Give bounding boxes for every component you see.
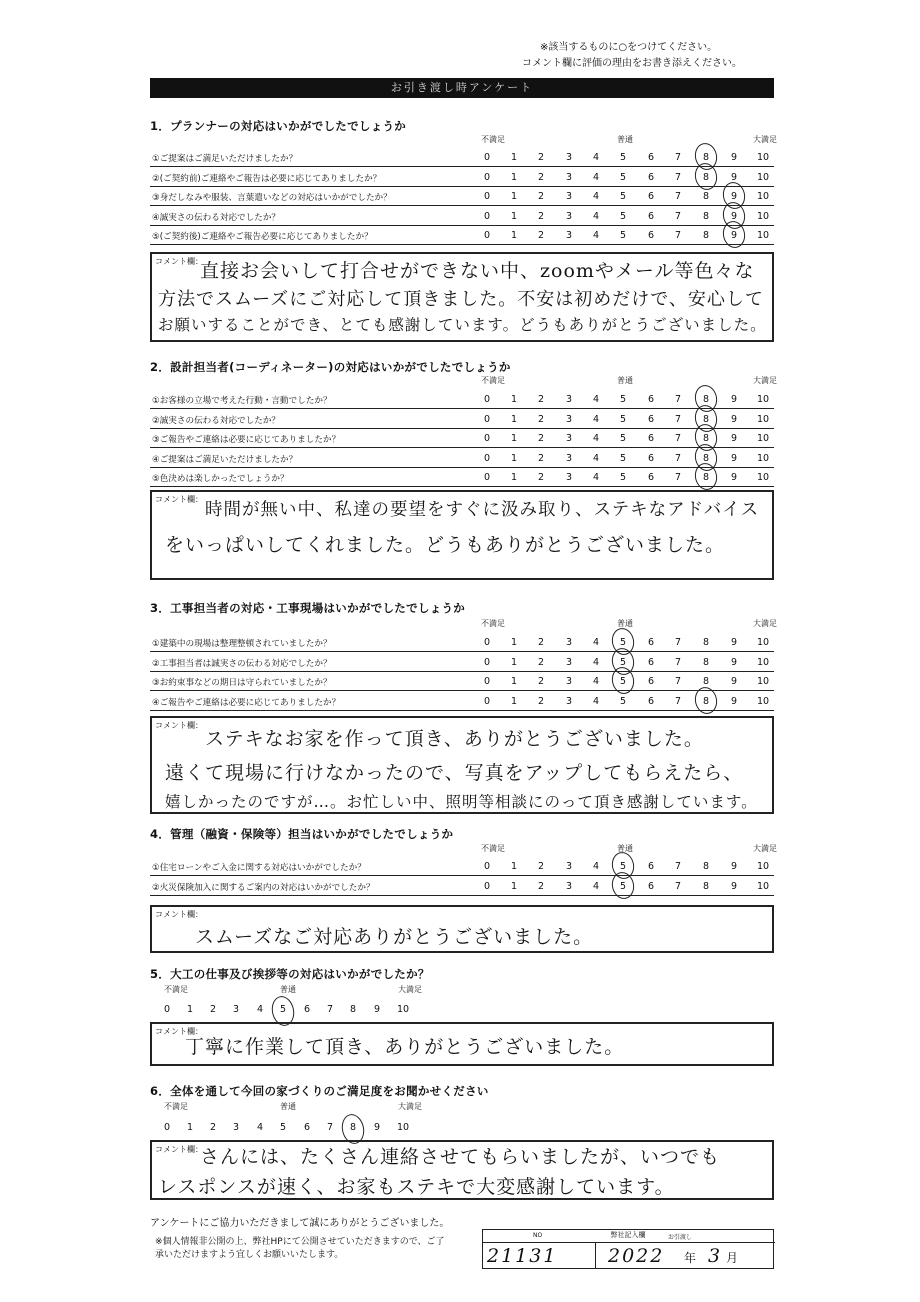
rating-option-4[interactable]: 4 xyxy=(592,637,600,648)
rating-option-8[interactable]: 8 xyxy=(702,394,710,405)
question-row xyxy=(150,672,774,691)
rating-option-7[interactable]: 7 xyxy=(674,452,682,464)
rating-option-2[interactable]: 2 xyxy=(537,433,545,445)
rating-option-2[interactable]: 2 xyxy=(537,861,545,872)
rating-option-6[interactable]: 6 xyxy=(647,433,655,445)
question-row xyxy=(150,187,774,206)
rating-option-3[interactable]: 3 xyxy=(565,676,573,688)
rating-option-5[interactable]: 5 xyxy=(619,413,627,425)
question-text: ④ご報告やご連絡は必要に応じてありましたか？ xyxy=(152,697,341,708)
rating-option-2[interactable]: 2 xyxy=(537,152,545,163)
office-no-value: 21131 xyxy=(487,1245,558,1267)
rating-option-5[interactable]: 5 xyxy=(279,1004,287,1015)
rating-option-1[interactable]: 1 xyxy=(510,452,518,464)
rating-option-9[interactable]: 9 xyxy=(730,637,738,648)
rating-option-6[interactable]: 6 xyxy=(647,394,655,405)
rating-option-8[interactable]: 8 xyxy=(702,452,710,464)
question-row xyxy=(150,653,774,672)
scale-label-high: 大満足 xyxy=(753,619,777,628)
office-use-header: 弊社記入欄 xyxy=(610,1231,646,1239)
rating-option-8[interactable]: 8 xyxy=(349,1004,357,1015)
scale-label-mid: 普通 xyxy=(617,135,633,144)
rating-option-9[interactable]: 9 xyxy=(730,230,738,242)
question-text: ①お客様の立場で考えた行動・言動でしたか？ xyxy=(152,396,332,406)
rating-option-2[interactable]: 2 xyxy=(537,695,545,707)
rating-option-0[interactable]: 0 xyxy=(483,413,491,425)
question-text: ⑤色決めは楽しかったでしょうか？ xyxy=(152,474,289,485)
rating-option-8[interactable]: 8 xyxy=(702,433,710,445)
rating-option-7[interactable]: 7 xyxy=(674,152,682,163)
rating-option-7[interactable]: 7 xyxy=(674,433,682,445)
question-text: ①住宅ローンやご入金に関する対応はいかがでしたか？ xyxy=(152,863,366,873)
rating-option-4[interactable]: 4 xyxy=(592,656,600,668)
rating-option-9[interactable]: 9 xyxy=(730,191,738,203)
rating-option-10[interactable]: 10 xyxy=(756,171,770,183)
rating-option-0[interactable]: 0 xyxy=(483,452,491,464)
rating-option-8[interactable]: 8 xyxy=(702,695,710,707)
rating-option-9[interactable]: 9 xyxy=(373,1122,381,1133)
rating-option-9[interactable]: 9 xyxy=(730,695,738,707)
rating-option-4[interactable]: 4 xyxy=(592,230,600,242)
rating-option-5[interactable]: 5 xyxy=(619,394,627,405)
rating-option-6[interactable]: 6 xyxy=(647,880,655,892)
rating-option-4[interactable]: 4 xyxy=(592,413,600,425)
rating-option-7[interactable]: 7 xyxy=(674,880,682,892)
rating-option-10[interactable]: 10 xyxy=(756,230,770,242)
rating-option-10[interactable]: 10 xyxy=(756,452,770,464)
comment-label: コメント欄： xyxy=(155,721,203,730)
rating-option-5[interactable]: 5 xyxy=(619,171,627,183)
rating-option-6[interactable]: 6 xyxy=(647,656,655,668)
rating-option-9[interactable]: 9 xyxy=(730,413,738,425)
rating-option-1[interactable]: 1 xyxy=(186,1004,194,1015)
question-row xyxy=(150,468,774,487)
rating-option-3[interactable]: 3 xyxy=(232,1122,240,1133)
rating-option-6[interactable]: 6 xyxy=(647,472,655,484)
rating-option-5[interactable]: 5 xyxy=(619,472,627,484)
rating-option-10[interactable]: 10 xyxy=(756,637,770,648)
rating-option-8[interactable]: 8 xyxy=(702,230,710,242)
rating-option-10[interactable]: 10 xyxy=(756,861,770,872)
scale-label-mid: 普通 xyxy=(280,1102,296,1111)
rating-option-9[interactable]: 9 xyxy=(730,152,738,163)
scale-label-mid: 普通 xyxy=(617,376,633,385)
rating-option-5[interactable]: 5 xyxy=(619,637,627,648)
rating-option-7[interactable]: 7 xyxy=(674,210,682,222)
rating-option-3[interactable]: 3 xyxy=(565,637,573,648)
rating-option-1[interactable]: 1 xyxy=(510,210,518,222)
section-title: 2．設計担当者(コーディネーター)の対応はいかがでしたでしょうか xyxy=(150,360,511,374)
rating-option-7[interactable]: 7 xyxy=(674,472,682,484)
rating-option-3[interactable]: 3 xyxy=(565,472,573,484)
rating-option-7[interactable]: 7 xyxy=(674,637,682,648)
rating-option-4[interactable]: 4 xyxy=(256,1004,264,1015)
rating-option-9[interactable]: 9 xyxy=(730,452,738,464)
rating-option-1[interactable]: 1 xyxy=(510,880,518,892)
rating-option-10[interactable]: 10 xyxy=(756,880,770,892)
rating-option-0[interactable]: 0 xyxy=(483,676,491,688)
rating-option-7[interactable]: 7 xyxy=(326,1004,334,1015)
rating-option-5[interactable]: 5 xyxy=(619,676,627,688)
rating-option-4[interactable]: 4 xyxy=(592,433,600,445)
rating-option-8[interactable]: 8 xyxy=(702,880,710,892)
rating-option-0[interactable]: 0 xyxy=(483,191,491,203)
rating-option-0[interactable]: 0 xyxy=(483,695,491,707)
question-row xyxy=(150,857,774,876)
instruction-note-2: コメント欄に評価の理由をお書き添えください。 xyxy=(522,58,742,69)
rating-option-8[interactable]: 8 xyxy=(702,152,710,163)
question-text: ③お約束事などの期日は守られていましたか？ xyxy=(152,678,332,689)
rating-option-1[interactable]: 1 xyxy=(510,637,518,648)
rating-option-10[interactable]: 10 xyxy=(756,152,770,163)
rating-option-6[interactable]: 6 xyxy=(647,676,655,688)
comment-label: コメント欄： xyxy=(155,1145,203,1154)
office-date-label: お引渡し xyxy=(668,1234,693,1241)
rating-option-8[interactable]: 8 xyxy=(702,413,710,425)
question-text: ②工事担当者は誠実さの伝わる対応でしたか？ xyxy=(152,658,332,669)
section-title: 6．全体を通して今回の家づくりのご満足度をお聞かせください xyxy=(150,1084,489,1098)
rating-option-9[interactable]: 9 xyxy=(730,394,738,405)
handwritten-comment-line: レスポンスが速く、お家もステキで大変感謝しています。 xyxy=(158,1176,675,1198)
rating-option-6[interactable]: 6 xyxy=(647,152,655,163)
scale-label-low: 不満足 xyxy=(481,619,505,628)
rating-option-1[interactable]: 1 xyxy=(510,433,518,445)
rating-option-3[interactable]: 3 xyxy=(565,880,573,892)
rating-option-5[interactable]: 5 xyxy=(619,152,627,163)
rating-option-0[interactable]: 0 xyxy=(483,656,491,668)
rating-option-4[interactable]: 4 xyxy=(592,880,600,892)
thanks-message: アンケートにご協力いただきまして誠にありがとうございました。 xyxy=(150,1218,450,1229)
rating-option-1[interactable]: 1 xyxy=(510,191,518,203)
handwritten-comment-line: さんには、たくさん連絡させてもらいましたが、いつでも xyxy=(200,1146,721,1168)
rating-option-6[interactable]: 6 xyxy=(303,1004,311,1015)
rating-option-5[interactable]: 5 xyxy=(619,230,627,242)
rating-option-2[interactable]: 2 xyxy=(537,472,545,484)
rating-option-5[interactable]: 5 xyxy=(619,210,627,222)
question-row xyxy=(150,633,774,652)
survey-title-bar: お引き渡し時アンケート xyxy=(150,78,774,98)
question-text: ④誠実さの伝わる対応でしたか？ xyxy=(152,212,281,223)
rating-option-10[interactable]: 10 xyxy=(756,413,770,425)
rating-option-4[interactable]: 4 xyxy=(592,210,600,222)
question-text: ⑤(ご契約後)ご連絡やご報告必要に応じてありましたか？ xyxy=(152,232,373,243)
rating-option-9[interactable]: 9 xyxy=(730,472,738,484)
rating-option-0[interactable]: 0 xyxy=(483,861,491,872)
office-year-unit: 年 xyxy=(684,1251,697,1265)
rating-option-6[interactable]: 6 xyxy=(647,695,655,707)
question-row xyxy=(150,692,774,711)
handwritten-comment-line: 直接お会いして打合せができない中、zoomやメール等色々な xyxy=(200,260,755,282)
question-text: ④ご提案はご満足いただけましたか？ xyxy=(152,454,298,465)
question-row xyxy=(150,877,774,896)
scale-label-mid: 普通 xyxy=(617,844,633,853)
rating-option-2[interactable]: 2 xyxy=(537,171,545,183)
rating-option-2[interactable]: 2 xyxy=(537,637,545,648)
rating-option-0[interactable]: 0 xyxy=(483,230,491,242)
rating-option-2[interactable]: 2 xyxy=(537,413,545,425)
rating-option-4[interactable]: 4 xyxy=(592,152,600,163)
rating-option-8[interactable]: 8 xyxy=(702,472,710,484)
question-row xyxy=(150,390,774,409)
rating-option-3[interactable]: 3 xyxy=(565,452,573,464)
handwritten-comment-line: ステキなお家を作って頂き、ありがとうございました。 xyxy=(205,728,704,750)
scale-label-high: 大満足 xyxy=(398,1102,422,1111)
rating-option-8[interactable]: 8 xyxy=(702,656,710,668)
handwritten-comment-line: スムーズなご対応ありがとうございました。 xyxy=(195,926,594,948)
rating-option-4[interactable]: 4 xyxy=(592,171,600,183)
question-row xyxy=(150,449,774,468)
rating-option-5[interactable]: 5 xyxy=(619,695,627,707)
rating-option-3[interactable]: 3 xyxy=(565,413,573,425)
rating-option-1[interactable]: 1 xyxy=(510,676,518,688)
question-row xyxy=(150,168,774,187)
question-text: ①ご提案はご満足いただけましたか？ xyxy=(152,154,298,164)
rating-option-6[interactable]: 6 xyxy=(647,637,655,648)
section-title: 4．管理（融資・保険等）担当はいかがでしたでしょうか xyxy=(150,827,454,841)
rating-option-5[interactable]: 5 xyxy=(619,452,627,464)
scale-label-high: 大満足 xyxy=(753,844,777,853)
rating-option-0[interactable]: 0 xyxy=(163,1004,171,1015)
rating-option-5[interactable]: 5 xyxy=(279,1122,287,1133)
rating-option-9[interactable]: 9 xyxy=(730,656,738,668)
rating-option-8[interactable]: 8 xyxy=(702,861,710,872)
rating-option-10[interactable]: 10 xyxy=(756,210,770,222)
rating-option-9[interactable]: 9 xyxy=(730,433,738,445)
rating-option-6[interactable]: 6 xyxy=(647,861,655,872)
rating-option-6[interactable]: 6 xyxy=(647,171,655,183)
question-text: ③ご報告やご連絡は必要に応じてありましたか？ xyxy=(152,435,341,446)
office-year-value: 2022 xyxy=(608,1245,665,1267)
question-text: ②火災保険加入に関するご案内の対応はいかがでしたか？ xyxy=(152,882,375,893)
rating-option-6[interactable]: 6 xyxy=(647,452,655,464)
rating-option-8[interactable]: 8 xyxy=(702,676,710,688)
rating-option-6[interactable]: 6 xyxy=(647,413,655,425)
rating-option-4[interactable]: 4 xyxy=(592,191,600,203)
rating-option-5[interactable]: 5 xyxy=(619,656,627,668)
handwritten-comment-line: 嬉しかったのですが…。お忙しい中、照明等相談にのって頂き感謝しています。 xyxy=(165,793,758,811)
rating-option-2[interactable]: 2 xyxy=(209,1004,217,1015)
rating-option-10[interactable]: 10 xyxy=(756,695,770,707)
rating-option-8[interactable]: 8 xyxy=(702,210,710,222)
rating-option-1[interactable]: 1 xyxy=(510,230,518,242)
rating-option-3[interactable]: 3 xyxy=(565,656,573,668)
rating-option-3[interactable]: 3 xyxy=(565,695,573,707)
scale-label-high: 大満足 xyxy=(753,135,777,144)
scale-label-low: 不満足 xyxy=(481,135,505,144)
handwritten-comment-line: お願いすることができ、とても感謝しています。どうもありがとうございました。 xyxy=(158,316,767,334)
rating-option-0[interactable]: 0 xyxy=(483,171,491,183)
question-text: ③身だしなみや服装、言葉遣いなどの対応はいかがでしたか？ xyxy=(152,193,392,204)
scale-label-mid: 普通 xyxy=(617,619,633,628)
rating-option-9[interactable]: 9 xyxy=(730,880,738,892)
rating-option-1[interactable]: 1 xyxy=(510,171,518,183)
rating-option-0[interactable]: 0 xyxy=(483,637,491,648)
rating-option-2[interactable]: 2 xyxy=(537,676,545,688)
office-month-value: 3 xyxy=(708,1245,723,1267)
rating-option-8[interactable]: 8 xyxy=(702,171,710,183)
rating-option-0[interactable]: 0 xyxy=(163,1122,171,1133)
rating-option-1[interactable]: 1 xyxy=(510,152,518,163)
question-row xyxy=(150,148,774,167)
rating-option-6[interactable]: 6 xyxy=(647,191,655,203)
rating-option-2[interactable]: 2 xyxy=(537,191,545,203)
rating-option-7[interactable]: 7 xyxy=(674,413,682,425)
rating-option-9[interactable]: 9 xyxy=(730,210,738,222)
rating-option-5[interactable]: 5 xyxy=(619,880,627,892)
rating-option-2[interactable]: 2 xyxy=(537,452,545,464)
question-text: ②誠実さの伝わる対応でしたか？ xyxy=(152,415,281,426)
rating-option-0[interactable]: 0 xyxy=(483,210,491,222)
rating-option-9[interactable]: 9 xyxy=(373,1004,381,1015)
question-text: ①建築中の現場は整理整頓されていましたか？ xyxy=(152,639,332,649)
rating-option-8[interactable]: 8 xyxy=(349,1122,357,1133)
rating-option-2[interactable]: 2 xyxy=(537,656,545,668)
rating-option-10[interactable]: 10 xyxy=(756,191,770,203)
rating-option-1[interactable]: 1 xyxy=(510,695,518,707)
question-row xyxy=(150,207,774,226)
office-no-cell xyxy=(483,1232,595,1269)
rating-option-3[interactable]: 3 xyxy=(565,230,573,242)
rating-option-4[interactable]: 4 xyxy=(592,452,600,464)
question-text: ②(ご契約前)ご連絡やご報告は必要に応じてありましたか？ xyxy=(152,173,382,184)
rating-option-3[interactable]: 3 xyxy=(565,191,573,203)
comment-label: コメント欄： xyxy=(155,1027,203,1036)
section-title: 1．プランナーの対応はいかがでしたでしょうか xyxy=(150,119,407,133)
rating-option-2[interactable]: 2 xyxy=(537,394,545,405)
office-month-unit: 月 xyxy=(726,1251,739,1265)
rating-option-10[interactable]: 10 xyxy=(396,1004,410,1015)
rating-option-3[interactable]: 3 xyxy=(565,394,573,405)
rating-option-6[interactable]: 6 xyxy=(647,230,655,242)
comment-label: コメント欄： xyxy=(155,257,203,266)
rating-option-10[interactable]: 10 xyxy=(756,433,770,445)
question-row xyxy=(150,226,774,245)
rating-option-2[interactable]: 2 xyxy=(537,880,545,892)
rating-option-8[interactable]: 8 xyxy=(702,637,710,648)
scale-label-low: 不満足 xyxy=(481,844,505,853)
rating-option-0[interactable]: 0 xyxy=(483,880,491,892)
instruction-note-1: ※該当するものに○をつけてください。 xyxy=(540,42,718,53)
rating-option-9[interactable]: 9 xyxy=(730,861,738,872)
handwritten-comment-line: をいっぱいしてくれました。どうもありがとうございました。 xyxy=(165,534,726,556)
rating-option-7[interactable]: 7 xyxy=(674,656,682,668)
rating-option-0[interactable]: 0 xyxy=(483,472,491,484)
rating-option-7[interactable]: 7 xyxy=(674,230,682,242)
rating-option-4[interactable]: 4 xyxy=(592,394,600,405)
scale-label-mid: 普通 xyxy=(280,985,296,994)
rating-option-2[interactable]: 2 xyxy=(537,210,545,222)
handwritten-comment-line: 時間が無い中、私達の要望をすぐに汲み取り、ステキなアドバイス xyxy=(205,500,760,520)
rating-option-3[interactable]: 3 xyxy=(565,210,573,222)
question-row xyxy=(150,429,774,448)
rating-option-4[interactable]: 4 xyxy=(256,1122,264,1133)
comment-label: コメント欄： xyxy=(155,910,203,919)
scale-label-high: 大満足 xyxy=(398,985,422,994)
rating-option-10[interactable]: 10 xyxy=(756,394,770,405)
rating-option-1[interactable]: 1 xyxy=(186,1122,194,1133)
rating-option-4[interactable]: 4 xyxy=(592,472,600,484)
scale-label-low: 不満足 xyxy=(164,985,188,994)
scale-label-low: 不満足 xyxy=(481,376,505,385)
rating-option-5[interactable]: 5 xyxy=(619,861,627,872)
rating-option-4[interactable]: 4 xyxy=(592,695,600,707)
rating-option-10[interactable]: 10 xyxy=(756,472,770,484)
rating-option-0[interactable]: 0 xyxy=(483,394,491,405)
rating-option-3[interactable]: 3 xyxy=(565,861,573,872)
rating-option-1[interactable]: 1 xyxy=(510,472,518,484)
rating-option-4[interactable]: 4 xyxy=(592,861,600,872)
scale-label-high: 大満足 xyxy=(753,376,777,385)
office-no-label: NO xyxy=(533,1232,543,1239)
rating-option-9[interactable]: 9 xyxy=(730,171,738,183)
rating-option-3[interactable]: 3 xyxy=(232,1004,240,1015)
rating-option-8[interactable]: 8 xyxy=(702,191,710,203)
rating-option-1[interactable]: 1 xyxy=(510,394,518,405)
rating-option-2[interactable]: 2 xyxy=(537,230,545,242)
rating-option-7[interactable]: 7 xyxy=(674,171,682,183)
rating-option-7[interactable]: 7 xyxy=(674,861,682,872)
office-use-box xyxy=(482,1229,774,1269)
rating-option-1[interactable]: 1 xyxy=(510,861,518,872)
scale-label-low: 不満足 xyxy=(164,1102,188,1111)
rating-option-0[interactable]: 0 xyxy=(483,152,491,163)
rating-option-3[interactable]: 3 xyxy=(565,152,573,163)
handwritten-comment-line: 方法でスムーズにご対応して頂きました。不安は初めだけで、安心して xyxy=(158,289,764,310)
comment-label: コメント欄： xyxy=(155,495,203,504)
rating-option-0[interactable]: 0 xyxy=(483,433,491,445)
rating-option-1[interactable]: 1 xyxy=(510,656,518,668)
section-title: 3．工事担当者の対応・工事現場はいかがでしたでしょうか xyxy=(150,601,466,615)
privacy-note: ※個人情報非公開の上、弊社HPにて公開させていただきますので、ご了承いただけますよう宜しくお願いいたします。 xyxy=(155,1237,445,1260)
rating-option-5[interactable]: 5 xyxy=(619,191,627,203)
rating-option-7[interactable]: 7 xyxy=(674,394,682,405)
handwritten-comment-line: 遠くて現場に行けなかったので、写真をアップしてもらえたら、 xyxy=(165,762,744,784)
rating-option-7[interactable]: 7 xyxy=(326,1122,334,1133)
question-row xyxy=(150,410,774,429)
rating-option-4[interactable]: 4 xyxy=(592,676,600,688)
rating-option-9[interactable]: 9 xyxy=(730,676,738,688)
rating-option-6[interactable]: 6 xyxy=(647,210,655,222)
rating-option-7[interactable]: 7 xyxy=(674,676,682,688)
rating-option-3[interactable]: 3 xyxy=(565,433,573,445)
rating-option-6[interactable]: 6 xyxy=(303,1122,311,1133)
section-title: 5．大工の仕事及び挨拶等の対応はいかがでしたか？ xyxy=(150,967,430,981)
rating-option-3[interactable]: 3 xyxy=(565,171,573,183)
rating-option-10[interactable]: 10 xyxy=(756,676,770,688)
rating-option-2[interactable]: 2 xyxy=(209,1122,217,1133)
rating-option-10[interactable]: 10 xyxy=(756,656,770,668)
rating-option-7[interactable]: 7 xyxy=(674,191,682,203)
rating-option-1[interactable]: 1 xyxy=(510,413,518,425)
rating-option-5[interactable]: 5 xyxy=(619,433,627,445)
rating-option-10[interactable]: 10 xyxy=(396,1122,410,1133)
rating-option-7[interactable]: 7 xyxy=(674,695,682,707)
handwritten-comment-line: 丁寧に作業して頂き、ありがとうございました。 xyxy=(185,1036,625,1058)
